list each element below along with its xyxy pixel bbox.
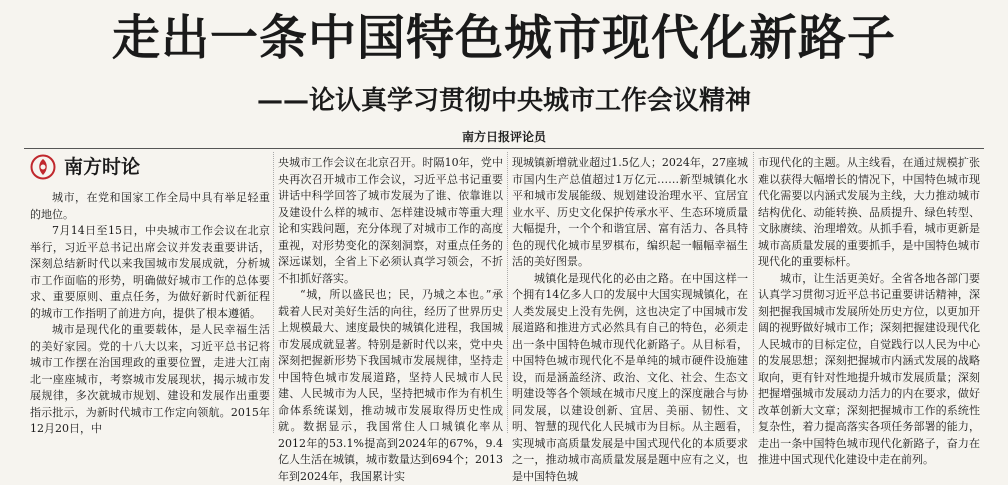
- column-divider: [753, 152, 754, 433]
- nanfang-logo-icon: [30, 154, 56, 180]
- column-divider: [273, 152, 274, 433]
- paragraph: 城市，在党和国家工作全局中具有举足轻重的地位。: [30, 190, 270, 223]
- article-column-3: [512, 155, 748, 433]
- paragraph: 现城镇新增就业超过1.5亿人；2024年，27座城市国内生产总值超过1万亿元……新型城镇化水平和城市发展能级、规划建设治理水平、宜居宜业水平、历史文化保护传承水平、生态环境质量大幅提升，一个个和谐宜居、富有活力、各具特色的现代化城市星罗棋布，编织起一幅幅幸福生活的美好图景。: [512, 155, 748, 271]
- paragraph: 市现代化的主题。从主线看，在通过规模扩张难以获得大幅增长的情况下，中国特色城市现代化需要以内涵式发展为主线，大力推动城市结构优化、动能转换、品质提升、绿色转型、文脉赓续、治理增效。从抓手看，城市更新是城市高质量发展的重要抓手，是中国特色城市现代化的重要标杆。: [758, 155, 980, 271]
- byline: 南方日报评论员: [0, 128, 1008, 145]
- paragraph: “城，所以盛民也；民，乃城之本也。”承载着人民对美好生活的向往，经历了世界历史上规模最大、速度最快的城镇化进程，我国城市发展成就显著。特别是新时代以来，党中央深刻把握新形势下我国城市发展规律，坚持走中国特色城市发展道路，坚持人民城市人民建、人民城市为人民，坚持把城市作为有机生命体系统谋划，推动城市发展取得历史性成就。数据显示，我国常住人口城镇化率从2012年的53.1%提高到2024年的67%，9.4亿人生活在城镇，城市数量达到694个；2013年到2024年，我国累计实: [278, 287, 503, 485]
- paragraph: 城镇化是现代化的必由之路。在中国这样一个拥有14亿多人口的发展中大国实现城镇化，在人类发展史上没有先例，这也决定了中国城市发展道路和推进方式必然具有自己的特色，必须走出一条中国特色城市现代化新路子。从目标看，中国特色城市现代化不是单纯的城市硬件设施建设，而是涵盖经济、政治、文化、社会、生态文明建设等各个领域在城市尺度上的深度融合与协同发展，以建设创新、宜居、美丽、韧性、文明、智慧的现代化人民城市为目标。从主题看，实现城市高质量发展是中国式现代化的本质要求之一，推动城市高质量发展是题中应有之义，也是中国特色城: [512, 271, 748, 485]
- header-rule: [24, 148, 984, 149]
- paragraph: 央城市工作会议在北京召开。时隔10年，党中央再次召开城市工作会议，习近平总书记重要讲话中科学回答了城市发展为了谁、依靠谁以及建设什么样的城市、怎样建设城市等重大理论和实践问题，充分体现了对城市工作的高度重视，对形势变化的深刻洞察，对重点任务的深远谋划，全省上下必须认真学习领会，不折不扣抓好落实。: [278, 155, 503, 287]
- column-divider: [507, 152, 508, 433]
- subtitle: ——论认真学习贯彻中央城市工作会议精神: [0, 84, 1008, 118]
- column-head-label: 南方时论: [64, 159, 140, 176]
- article-column-1: [30, 150, 270, 428]
- article-column-4: [758, 155, 980, 433]
- headline: 走出一条中国特色城市现代化新路子: [0, 8, 1008, 68]
- paragraph: 城市是现代化的重要载体，是人民幸福生活的美好家园。党的十八大以来，习近平总书记将城市工作摆在治国理政的重要位置，走进大江南北一座座城市，考察城市发展现状，揭示城市发展规律，多次就城市规划、建设和发展作出重要指示批示，为新时代城市工作定向领航。2015年12月20日，中: [30, 322, 270, 438]
- article-column-2: [278, 155, 503, 433]
- paragraph: 7月14日至15日，中央城市工作会议在北京举行，习近平总书记出席会议并发表重要讲话，深刻总结新时代以来我国城市发展成就，分析城市工作面临的形势，明确做好城市工作的总体要求、重要原则、重点任务，为做好新时代新征程的城市工作指明了前进方向，提供了根本遵循。: [30, 223, 270, 322]
- paragraph: 城市，让生活更美好。全省各地各部门要认真学习贯彻习近平总书记重要讲话精神，深刻把握我国城市发展所处历史方位，以更加开阔的视野做好城市工作；深刻把握建设现代化人民城市的目标定位，自觉践行以人民为中心的发展思想；深刻把握城市内涵式发展的战略取向，更有针对性地提升城市发展质量；深刻把握增强城市发展动力活力的内在要求，做好改革创新大文章；深刻把握城市工作的系统性复杂性，着力提高落实各项任务部署的能力，走出一条中国特色城市现代化新路子，奋力在推进中国式现代化建设中走在前列。: [758, 271, 980, 469]
- column-head: [30, 150, 270, 184]
